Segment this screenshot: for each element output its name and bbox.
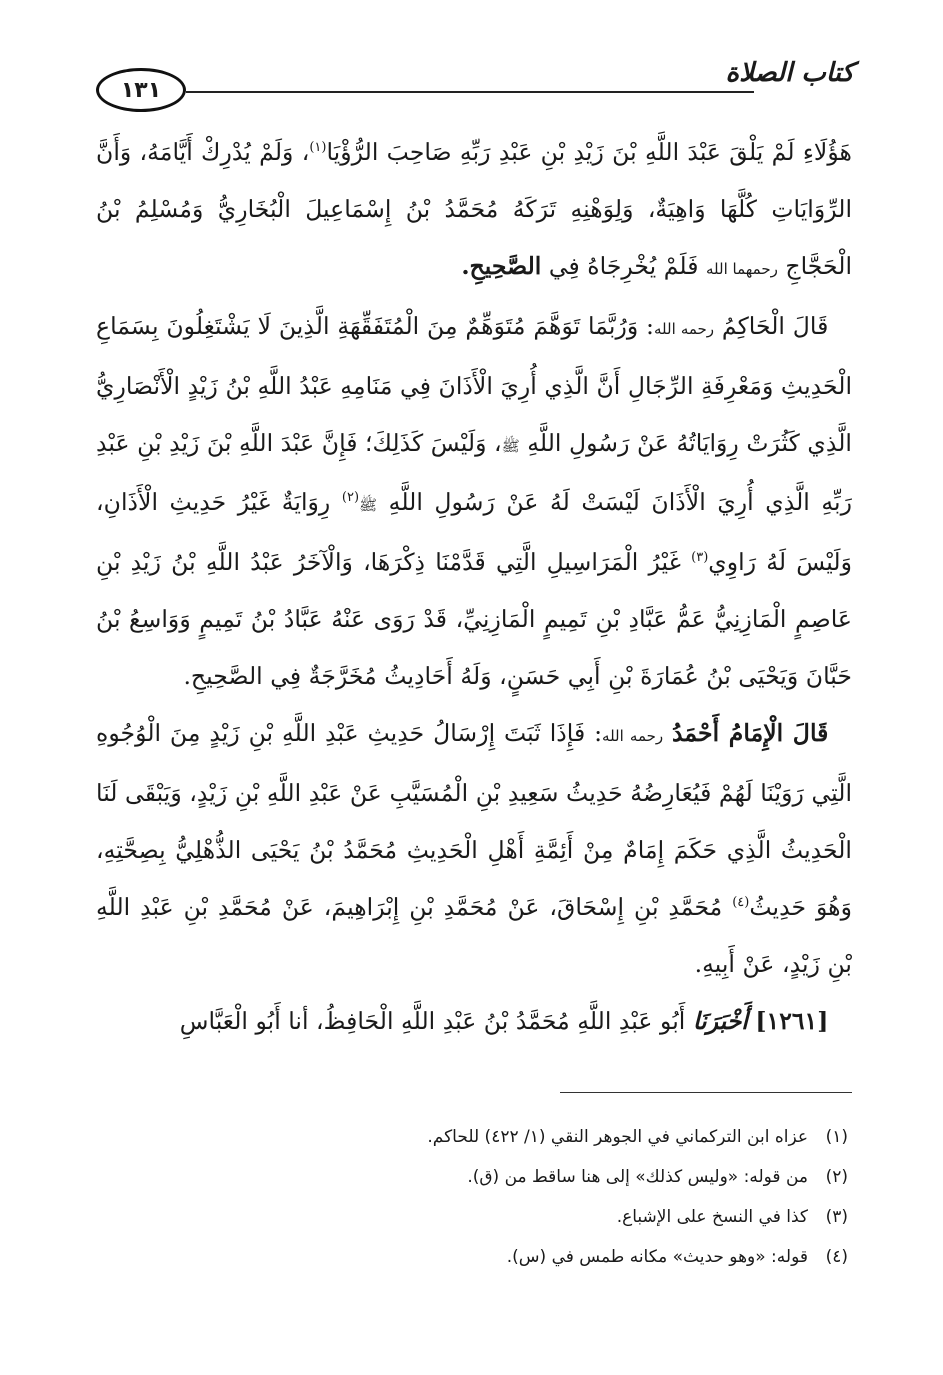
footnote-2: (٢)من قوله: «وليس كذلك» إلى هنا ساقط من (ق). bbox=[467, 1167, 848, 1187]
honorific-glyph: رحمه الله bbox=[654, 319, 715, 338]
paragraph-2: قَالَ الْحَاكِمُ رحمه الله: وَرُبَّمَا تَوَهَّمَ مُتَوَهِّمٌ مِنَ الْمُتَفَقِّهَةِ الَّذِينَ لَا يَشْتَغِلُونَ بِسَمَاعِ الْحَدِيثِ وَمَعْرِفَةِ الرِّجَالِ أَنَّ الَّذِي أُرِيَ الْأَذَانَ فِي مَنَامِهِ عَبْدُ اللَّهِ بْنُ زَيْدٍ الْأَنْصَارِيُّ الَّذِي كَثُرَتْ رِوَايَاتُهُ عَنْ رَسُولِ اللَّهِ ﷺ، وَلَيْسَ كَذَلِكَ؛ فَإِنَّ عَبْدَ اللَّهِ بْنَ زَيْدِ بْنِ عَبْدِ رَبِّهِ الَّذِي أُرِيَ الْأَذَانَ لَيْسَتْ لَهُ عَنْ رَسُولِ اللَّهِ ﷺ$^{(٢)}$ رِوَايَةٌ غَيْرُ حَدِيثِ الْأَذَانِ، وَلَيْسَ لَهُ رَاوِي$^{(٣)}$ غَيْرُ الْمَرَاسِيلِ الَّتِي قَدَّمْنَا ذِكْرَهَا، وَالْآخَرُ عَبْدُ اللَّهِ بْنُ زَيْدِ بْنِ عَاصِمٍ الْمَازِنِيُّ عَمُّ عَبَّادِ بْنِ تَمِيمٍ الْمَازِنِيِّ، قَدْ رَوَى عَنْهُ عَبَّادُ بْنُ تَمِيمٍ وَوَاسِعُ بْنُ حَبَّانَ وَيَحْيَى بْنُ عُمَارَةَ بْنِ أَبِي حَسَنٍ، وَلَهُ أَحَادِيثُ مُخَرَّجَةٌ فِي الصَّحِيحِ. bbox=[95, 311, 853, 691]
honorific-glyph: رحمهما الله bbox=[706, 259, 778, 278]
footnotes bbox=[96, 1117, 848, 1277]
record-lead: أَخْبَرَنَا bbox=[692, 1006, 748, 1035]
main-text bbox=[96, 124, 852, 1050]
page-number: ١٣١ bbox=[96, 68, 186, 112]
footnote-separator bbox=[560, 1092, 852, 1093]
footnote-1: (١)عزاه ابن التركماني في الجوهر النقي (١/ ٤٢٢) للحاكم. bbox=[427, 1127, 848, 1147]
header-rule bbox=[186, 91, 754, 93]
paragraph-1: هَؤُلَاءِ لَمْ يَلْقَ عَبْدَ اللَّهِ بْنَ زَيْدِ بْنِ عَبْدِ رَبِّهِ صَاحِبَ الرُّؤْيَا$^{(١)}$، وَلَمْ يُدْرِكْ أَيَّامَهُ، وَأَنَّ الرِّوَايَاتِ كُلَّهَا وَاهِيَةٌ، وَلِوَهْنِهِ تَرَكَهُ مُحَمَّدُ بْنُ إِسْمَاعِيلَ الْبُخَارِيُّ وَمُسْلِمُ بْنُ الْحَجَّاجِ رحمهما الله فَلَمْ يُخْرِجَاهُ فِي الصَّحِيحِ. bbox=[96, 138, 852, 280]
footnote-ref-1: (١) bbox=[309, 140, 327, 156]
record-number: [١٢٦١] bbox=[755, 1006, 829, 1035]
paragraph-3: قَالَ الْإِمَامُ أَحْمَدُ رحمه الله: فَإِذَا ثَبَتَ إِرْسَالُ حَدِيثِ عَبْدِ اللَّهِ بْنِ زَيْدٍ مِنَ الْوُجُوهِ الَّتِي رَوَيْنَا لَهُمْ فَيُعَارِضُهُ حَدِيثُ سَعِيدِ بْنِ الْمُسَيَّبِ عَنْ عَبْدِ اللَّهِ بْنِ زَيْدٍ، وَيَبْقَى لَنَا الْحَدِيثُ الَّذِي حَكَمَ إِمَامٌ مِنْ أَئِمَّةِ أَهْلِ الْحَدِيثِ مُحَمَّدُ بْنُ يَحْيَى الذُّهْلِيُّ بِصِحَّتِهِ، وَهُوَ حَدِيثُ$^{(٤)}$ مُحَمَّدِ بْنِ إِسْحَاقَ، عَنْ مُحَمَّدِ بْنِ إِبْرَاهِيمَ، عَنْ مُحَمَّدِ بْنِ عَبْدِ اللَّهِ بْنِ زَيْدٍ، عَنْ أَبِيهِ. bbox=[96, 719, 852, 978]
footnote-4: (٤)قوله: «وهو حديث» مكانه طمس في (س). bbox=[506, 1247, 848, 1267]
paragraph-4: [١٢٦١] أَخْبَرَنَا أَبُو عَبْدِ اللَّهِ مُحَمَّدُ بْنُ عَبْدِ اللَّهِ الْحَافِظُ، أنا أَبُو الْعَبَّاسِ bbox=[179, 1006, 829, 1035]
footnote-3: (٣)كذا في النسخ على الإشباع. bbox=[616, 1207, 848, 1227]
footnote-ref-3: (٣) bbox=[691, 550, 709, 566]
footnote-ref-4: (٤) bbox=[732, 894, 750, 910]
salutation-glyph: ﷺ bbox=[359, 496, 378, 515]
running-title: كتاب الصلاة bbox=[725, 58, 854, 88]
honorific-glyph: رحمه الله bbox=[602, 727, 664, 746]
page-header bbox=[96, 58, 854, 114]
footnote-ref-2: (٢) bbox=[341, 490, 360, 506]
salutation-glyph: ﷺ bbox=[501, 436, 520, 455]
